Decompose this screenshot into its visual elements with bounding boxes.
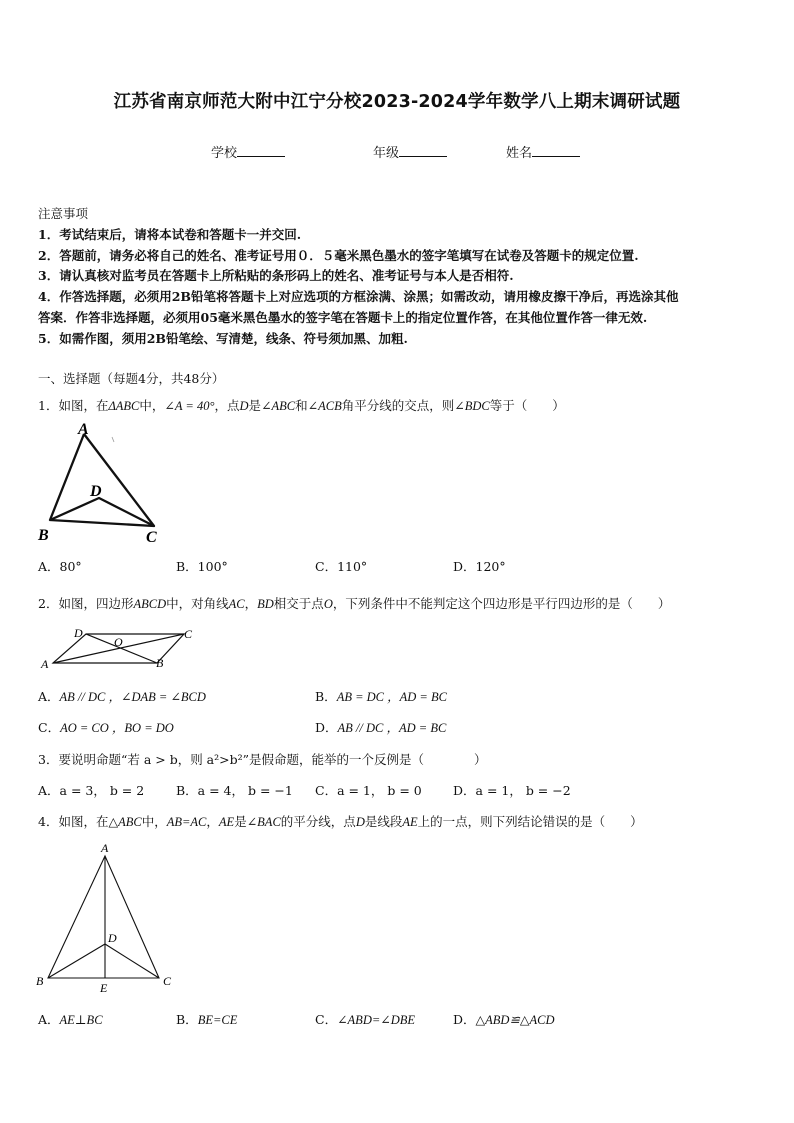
isosceles-triangle-figure-q4 [32,838,182,998]
question-2-stem: 2．如图，四边形ABCD中，对角线AC，BD相交于点O，下列条件中不能判定这个四边形是平行四边形的是（ ） [38,596,671,611]
parallelogram-figure-q2 [36,624,206,672]
vertex-b-label: B [156,656,164,670]
vertex-b-label: B [36,974,44,988]
q4-option-c[interactable]: C．∠ABD=∠DBE [315,1012,416,1027]
q1-option-a[interactable]: A．80° [38,559,82,574]
grade-field[interactable] [373,142,447,161]
school-field[interactable] [211,142,285,161]
notice-item-2: 2．答题前，请务必将自己的姓名、准考证号用０．５毫米黑色墨水的签字笔填写在试卷及答题卡的规定位置. [38,248,639,263]
vertex-a-label: A [78,421,89,438]
question-3-stem: 3．要说明命题“若 a > b，则 a²>b²”是假命题，能举的一个反例是（ ） [38,752,487,767]
grade-blank[interactable] [399,144,447,157]
point-d-label: D [90,483,102,500]
notice-item-3: 3．请认真核对监考员在答题卡上所粘贴的条形码上的姓名、准考证号与本人是否相符. [38,268,514,283]
grade-label: 年级 [373,146,400,161]
vertex-a-label: A [101,841,109,855]
q2-option-a[interactable]: A．AB // DC ，∠DAB = ∠BCD [38,689,206,704]
q3-option-d[interactable]: D．a = 1， b = −2 [453,783,571,798]
vertex-c-label: C [184,627,193,641]
school-label: 学校 [211,146,238,161]
q2-option-d[interactable]: D．AB // DC ，AD = BC [315,720,447,735]
q4-option-b[interactable]: B．BE=CE [176,1012,238,1027]
name-field[interactable] [506,142,580,161]
q4-option-a[interactable]: A．AE⊥BC [38,1012,103,1027]
q1-option-d[interactable]: D．120° [453,559,506,574]
point-d-label: D [108,931,117,945]
triangle-figure-q1 [34,418,174,548]
notice-item-4: 4．作答选择题，必须用2B铅笔将答题卡上对应选项的方框涂满、涂黑；如需改动，请用橡皮擦干净后，再选涂其他 [38,289,679,304]
vertex-c-label: C [146,529,157,546]
question-4-stem: 4．如图，在△ABC中，AB=AC，AE是∠BAC的平分线，点D是线段AE上的一点，则下列结论错误的是（ ） [38,814,643,829]
q2-option-b[interactable]: B．AB = DC ，AD = BC [315,689,447,704]
q1-option-c[interactable]: C．110° [315,559,368,574]
school-blank[interactable] [237,144,285,157]
vertex-d-label: D [74,626,83,640]
page-title: 江苏省南京师范大附中江宁分校2023-2024学年数学八上期末调研试题 [113,92,681,112]
vertex-a-label: A [41,657,49,671]
notice-item-5: 5．如需作图，须用2B铅笔绘、写清楚，线条、符号须加黑、加粗. [38,331,408,346]
name-label: 姓名 [506,146,533,161]
q3-option-c[interactable]: C．a = 1， b = 0 [315,783,422,798]
q2-option-c[interactable]: C．AO = CO ，BO = DO [38,720,174,735]
point-e-label: E [100,981,108,995]
notice-heading: 注意事项 [38,206,89,221]
q4-option-d[interactable]: D．△ABD≌△ACD [453,1012,555,1027]
name-blank[interactable] [532,144,580,157]
notice-item-4-cont: 答案．作答非选择题，必须用05毫米黑色墨水的签字笔在答题卡上的指定位置作答，在其他位置作答一律无效. [38,310,648,325]
q3-option-b[interactable]: B．a = 4， b = −1 [176,783,293,798]
q3-option-a[interactable]: A．a = 3， b = 2 [38,783,145,798]
vertex-b-label: B [38,527,49,544]
section-heading: 一、选择题（每题4分，共48分） [38,371,225,386]
question-1-stem: 1．如图，在ΔABC中，∠A = 40°，点D是∠ABC和∠ACB角平分线的交点，则∠BDC等于（ ） [38,398,565,413]
vertex-c-label: C [163,974,172,988]
q1-option-b[interactable]: B．100° [176,559,228,574]
notice-item-1: 1．考试结束后，请将本试卷和答题卡一并交回. [38,227,302,242]
point-o-label: O [114,635,123,649]
